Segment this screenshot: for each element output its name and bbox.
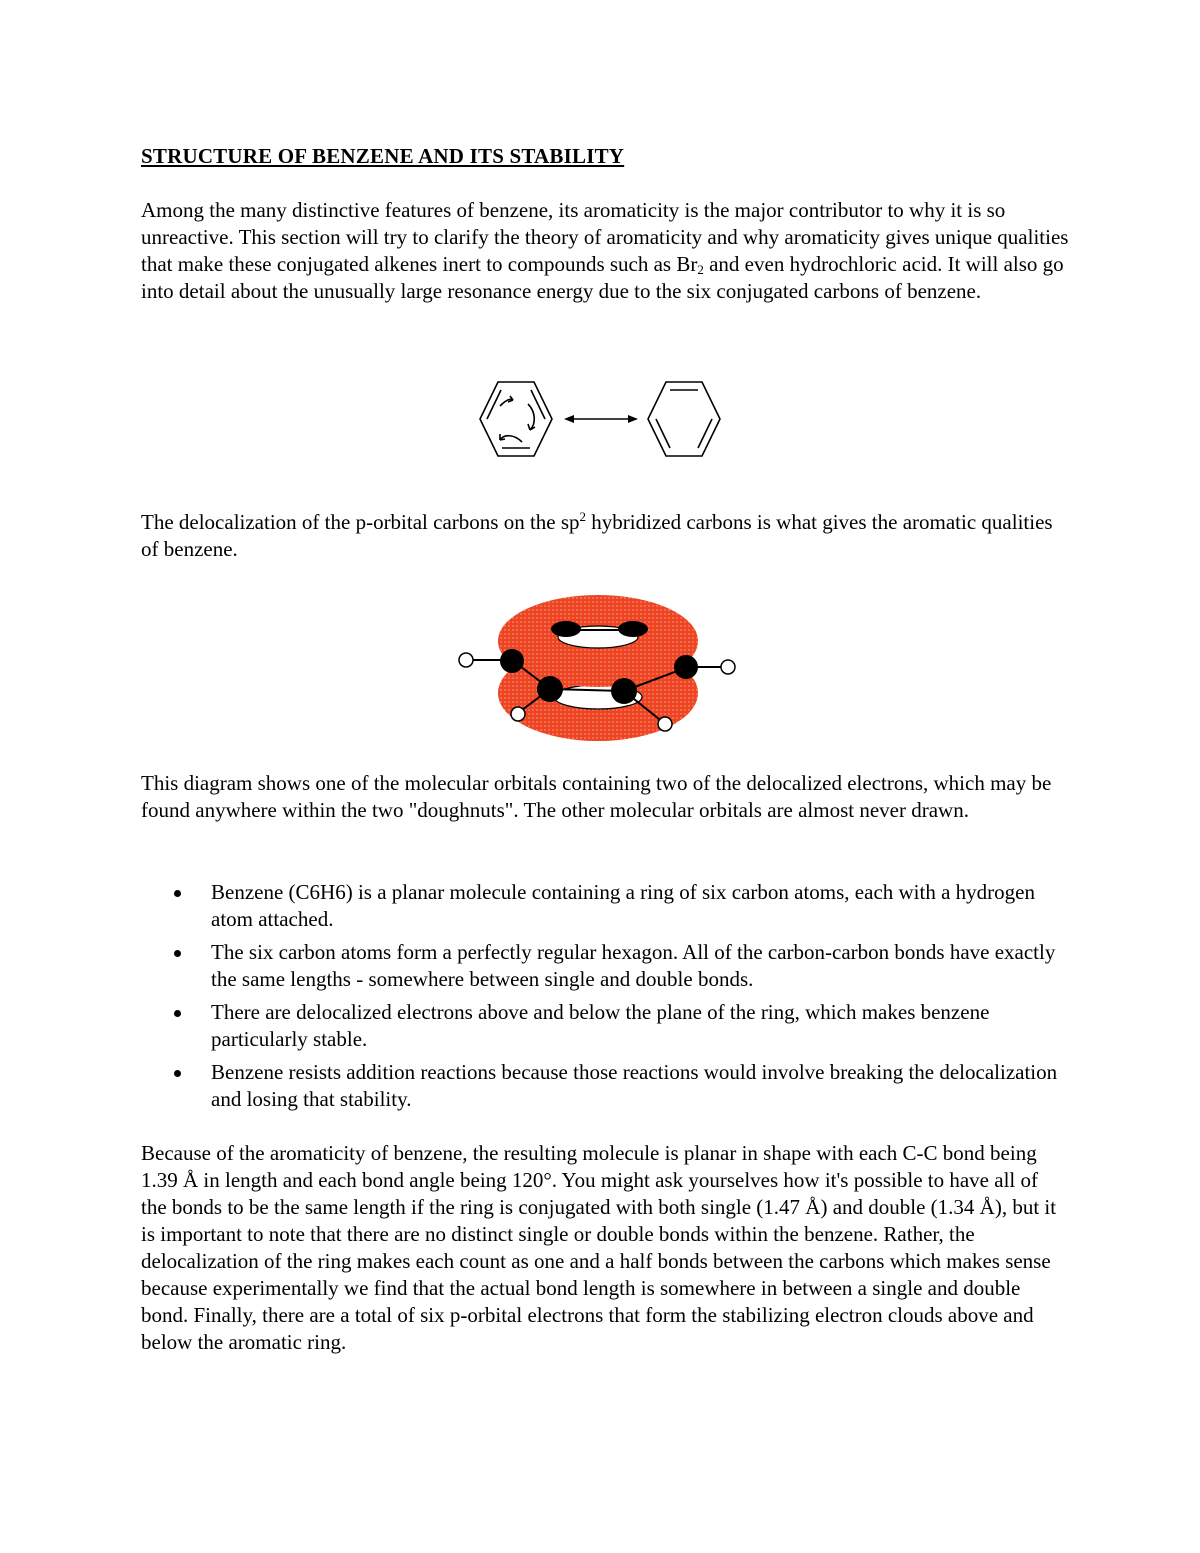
- intro-subscript: 2: [697, 262, 704, 277]
- deloc-text-2: hybridized carbons is what gives the aromatic qualities of benzene.: [141, 510, 1053, 561]
- page-title: STRUCTURE OF BENZENE AND ITS STABILITY: [141, 144, 625, 168]
- intro-paragraph: [141, 197, 1071, 305]
- bullet-icon: [174, 950, 181, 957]
- right-hexagon: [648, 382, 720, 456]
- diagram-caption: This diagram shows one of the molecular orbitals containing two of the delocalized electrons, which may be found anywhere within the two "doughnuts". The other molecular orbitals are almost never drawn.: [141, 771, 1052, 822]
- facts-list: [141, 879, 1061, 1119]
- left-hexagon: [480, 382, 552, 456]
- deloc-text-1: The delocalization of the p-orbital carbons on the sp: [141, 510, 580, 534]
- bullet-icon: [174, 1070, 181, 1077]
- intro-text-1: Among the many distinctive features of benzene, its aromaticity is the major contributor to why it is so unreactive. This section will try to clarify the theory of aromaticity and why aromaticity gives unique qualities that make these conjugated alkenes inert to compounds such as Br: [141, 198, 1069, 276]
- bullet-icon: [174, 890, 181, 897]
- deloc-superscript: 2: [579, 509, 587, 524]
- delocalization-paragraph: [141, 509, 1071, 563]
- bullet-icon: [174, 1010, 181, 1017]
- closing-paragraph: Because of the aromaticity of benzene, the resulting molecule is planar in shape with each C-C bond being 1.39 Å in length and each bond angle being 120°. You might ask yourselves how it's possible to have all of the bonds to be the same length if the ring is conjugated with both single (1.47 Å) and double (1.34 Å), but it is important to note that there are no distinct single or double bonds within the benzene. Rather, the delocalization of the ring makes each count as one and a half bonds between the carbons which makes sense because experimentally we find that the actual bond length is somewhere in between a single and double bond. Finally, there are a total of six p-orbital electrons that form the stabilizing electron clouds above and below the aromatic ring.: [141, 1141, 1057, 1354]
- benzene-resonance-figure: [470, 378, 730, 460]
- intro-text-2: and even hydrochloric acid. It will also go into detail about the unusually large resonance energy due to the six conjugated carbons of benzene.: [141, 252, 1064, 303]
- list-item: Benzene (C6H6) is a planar molecule containing a ring of six carbon atoms, each with a hydrogen atom attached.: [141, 879, 1061, 933]
- pi-orbital-figure: [448, 585, 748, 745]
- list-item: There are delocalized electrons above and below the plane of the ring, which makes benzene particularly stable.: [141, 999, 1061, 1053]
- list-item: The six carbon atoms form a perfectly regular hexagon. All of the carbon-carbon bonds have exactly the same lengths - somewhere between single and double bonds.: [141, 939, 1061, 993]
- list-item: Benzene resists addition reactions because those reactions would involve breaking the delocalization and losing that stability.: [141, 1059, 1061, 1113]
